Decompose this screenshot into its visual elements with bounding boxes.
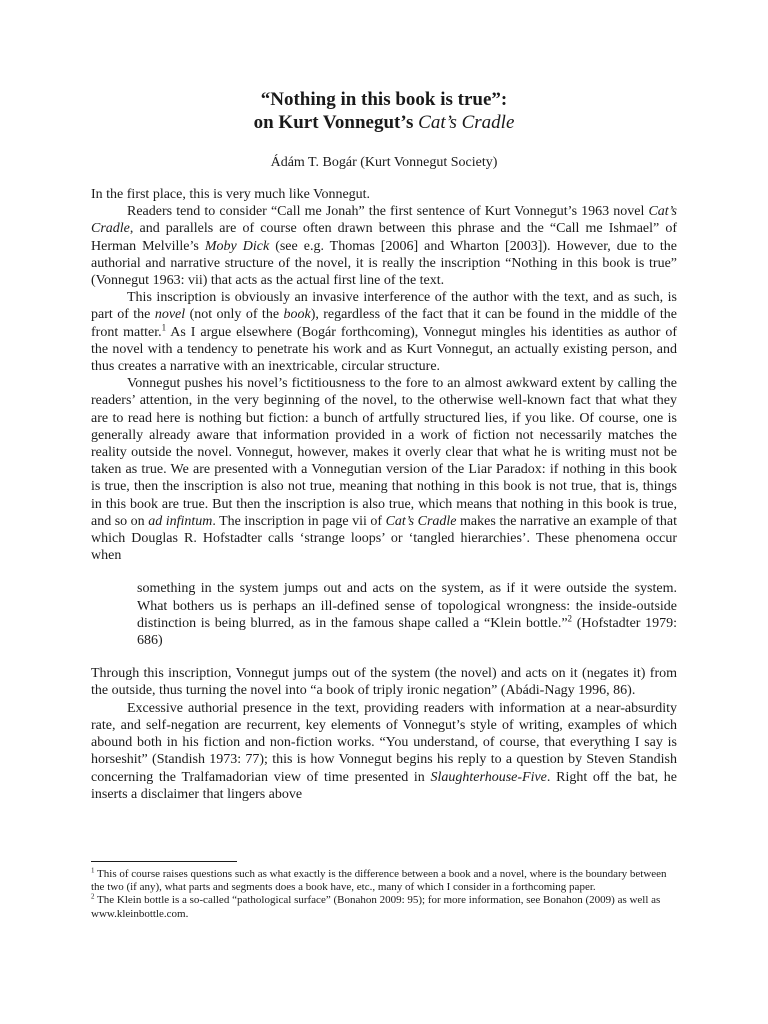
- footnotes-section: [91, 861, 677, 921]
- paragraph-3-text-b: (not only of the: [185, 307, 284, 323]
- paragraph-2-text-c: (see e.g. Thomas [2006] and Wharton [2003]). However, due to the authorial and narrative structure of the novel, it is really the inscription “Nothing in this book is true” (Vonnegut 1963: vii) that acts as the actual first line of the text.: [91, 238, 677, 289]
- title-line-1: “Nothing in this book is true”:: [260, 89, 508, 110]
- paragraph-3: [91, 289, 677, 375]
- footnote-ref-1[interactable]: 1: [161, 321, 167, 332]
- footnote-ref-2[interactable]: 2: [567, 613, 573, 624]
- italic-novel: novel: [154, 307, 186, 323]
- block-quote-citation: (Hofstadter 1979: 686): [137, 615, 677, 649]
- paragraph-3-text-d: As I argue elsewhere (Bogár forthcoming), Vonnegut mingles his identities as author of the novel with a tendency to penetrate his work and as Kurt Vonnegut, an actually existing person, and thus creates a narrative with an inextricable, circular structure.: [91, 324, 677, 375]
- italic-ad-infinitum: ad infintum: [148, 513, 213, 529]
- italic-title-cats-cradle-2: Cat’s Cradle: [385, 513, 457, 529]
- paragraph-2: [91, 203, 677, 289]
- footnote-2-mark: 2: [91, 892, 95, 901]
- italic-title-slaughterhouse-five: Slaughterhouse-Five: [430, 769, 547, 785]
- paragraph-4-text-b: . The inscription in page vii of: [212, 513, 386, 529]
- footnote-2: [91, 894, 677, 920]
- body-text-continued: [91, 665, 677, 803]
- block-quote: [137, 580, 677, 649]
- footnote-1-text: This of course raises questions such as what exactly is the difference between a book and a novel, where is the boundary between the two (if any), what parts and segments does a book have, etc., many of which I consider in a forthcoming paper.: [91, 868, 667, 894]
- paragraph-3-text-c: ), regardless of the fact that it can be found in the middle of the front matter.: [91, 307, 677, 340]
- title-line-2-italic: Cat’s Cradle: [418, 112, 515, 133]
- paragraph-2-text-b: , and parallels are of course often drawn between this phrase and the “Call me Ishmael” of Herman Melville’s: [91, 221, 677, 254]
- paragraph-2-text-a: Readers tend to consider “Call me Jonah” the first sentence of Kurt Vonnegut’s 1963 novel: [127, 204, 649, 220]
- title-line-2-prefix: on Kurt Vonnegut’s: [253, 112, 419, 133]
- footnote-2-text: The Klein bottle is a so-called “pathological surface” (Bonahon 2009: 95); for more information, see Bonahon (2009) as well as www.kleinbottle.com.: [91, 894, 661, 920]
- paragraph-5: Through this inscription, Vonnegut jumps out of the system (the novel) and acts on it (negates it) from the outside, thus turning the novel into “a book of triply ironic negation” (Abádi-Nagy 1996, 86).: [91, 666, 677, 699]
- italic-book: book: [283, 307, 311, 323]
- block-quote-text: something in the system jumps out and acts on the system, as if it were outside the system. What bothers us is perhaps an ill-defined sense of topological wrongness: the inside-outside distinction is being blurred, as in the famous shape called a “Klein bottle.”: [137, 581, 677, 631]
- paragraph-4-text-a: Vonnegut pushes his novel’s fictitiousness to the fore to an almost awkward extent by calling the readers’ attention, in the very beginning of the novel, to the otherwise well-known fact that what they are to read here is nothing but fiction: a bunch of artfully structured lies, if you like. Of course, one is generally already aware that information provided in a work of fiction not necessarily matches the reality outside the novel. Vonnegut, however, makes it overly clear that what he is writing must not be taken as true. We are presented with a Vonnegutian version of the Liar Paradox: if nothing in this book is true, then the inscription is also not true, meaning that nothing in this book is not true, that is, things in this book are true. But then the inscription is also true, which means that nothing in this book is true, and so on: [91, 376, 677, 529]
- paragraph-6-text-b: . Right off the bat, he inserts a disclaimer that lingers above: [91, 769, 678, 802]
- paragraph-3-text-a: This inscription is obviously an invasive interference of the author with the text, and as such, is part of the: [91, 290, 677, 323]
- paragraph-6: [91, 700, 677, 803]
- footnote-separator: [91, 861, 237, 862]
- paragraph-1: In the first place, this is very much like Vonnegut.: [91, 187, 371, 202]
- body-text: [91, 186, 677, 564]
- footnote-1: [91, 868, 677, 894]
- footnote-1-mark: 1: [91, 866, 95, 875]
- paper-page: [91, 88, 677, 803]
- author-line: Ádám T. Bogár (Kurt Vonnegut Society): [270, 155, 498, 170]
- paragraph-4: [91, 375, 677, 564]
- italic-title-cats-cradle: Cat’s Cradle: [91, 204, 677, 237]
- paper-title: [91, 88, 677, 134]
- paragraph-4-text-c: makes the narrative an example of that which Douglas R. Hofstadter calls ‘strange loops’ or ‘tangled hierarchies’. These phenomena occur when: [91, 513, 677, 564]
- italic-title-moby-dick: Moby Dick: [204, 238, 270, 254]
- paragraph-6-text-a: Excessive authorial presence in the text, providing readers with information at a near-absurdity rate, and self-negation are recurrent, key elements of Vonnegut’s style of writing, examples of which abound both in his fiction and non-fiction works. “You understand, of course, that everything I say is horseshit” (Standish 1973: 77); this is how Vonnegut begins his reply to a question by Steven Standish concerning the Tralfamadorian view of time presented in: [91, 700, 677, 785]
